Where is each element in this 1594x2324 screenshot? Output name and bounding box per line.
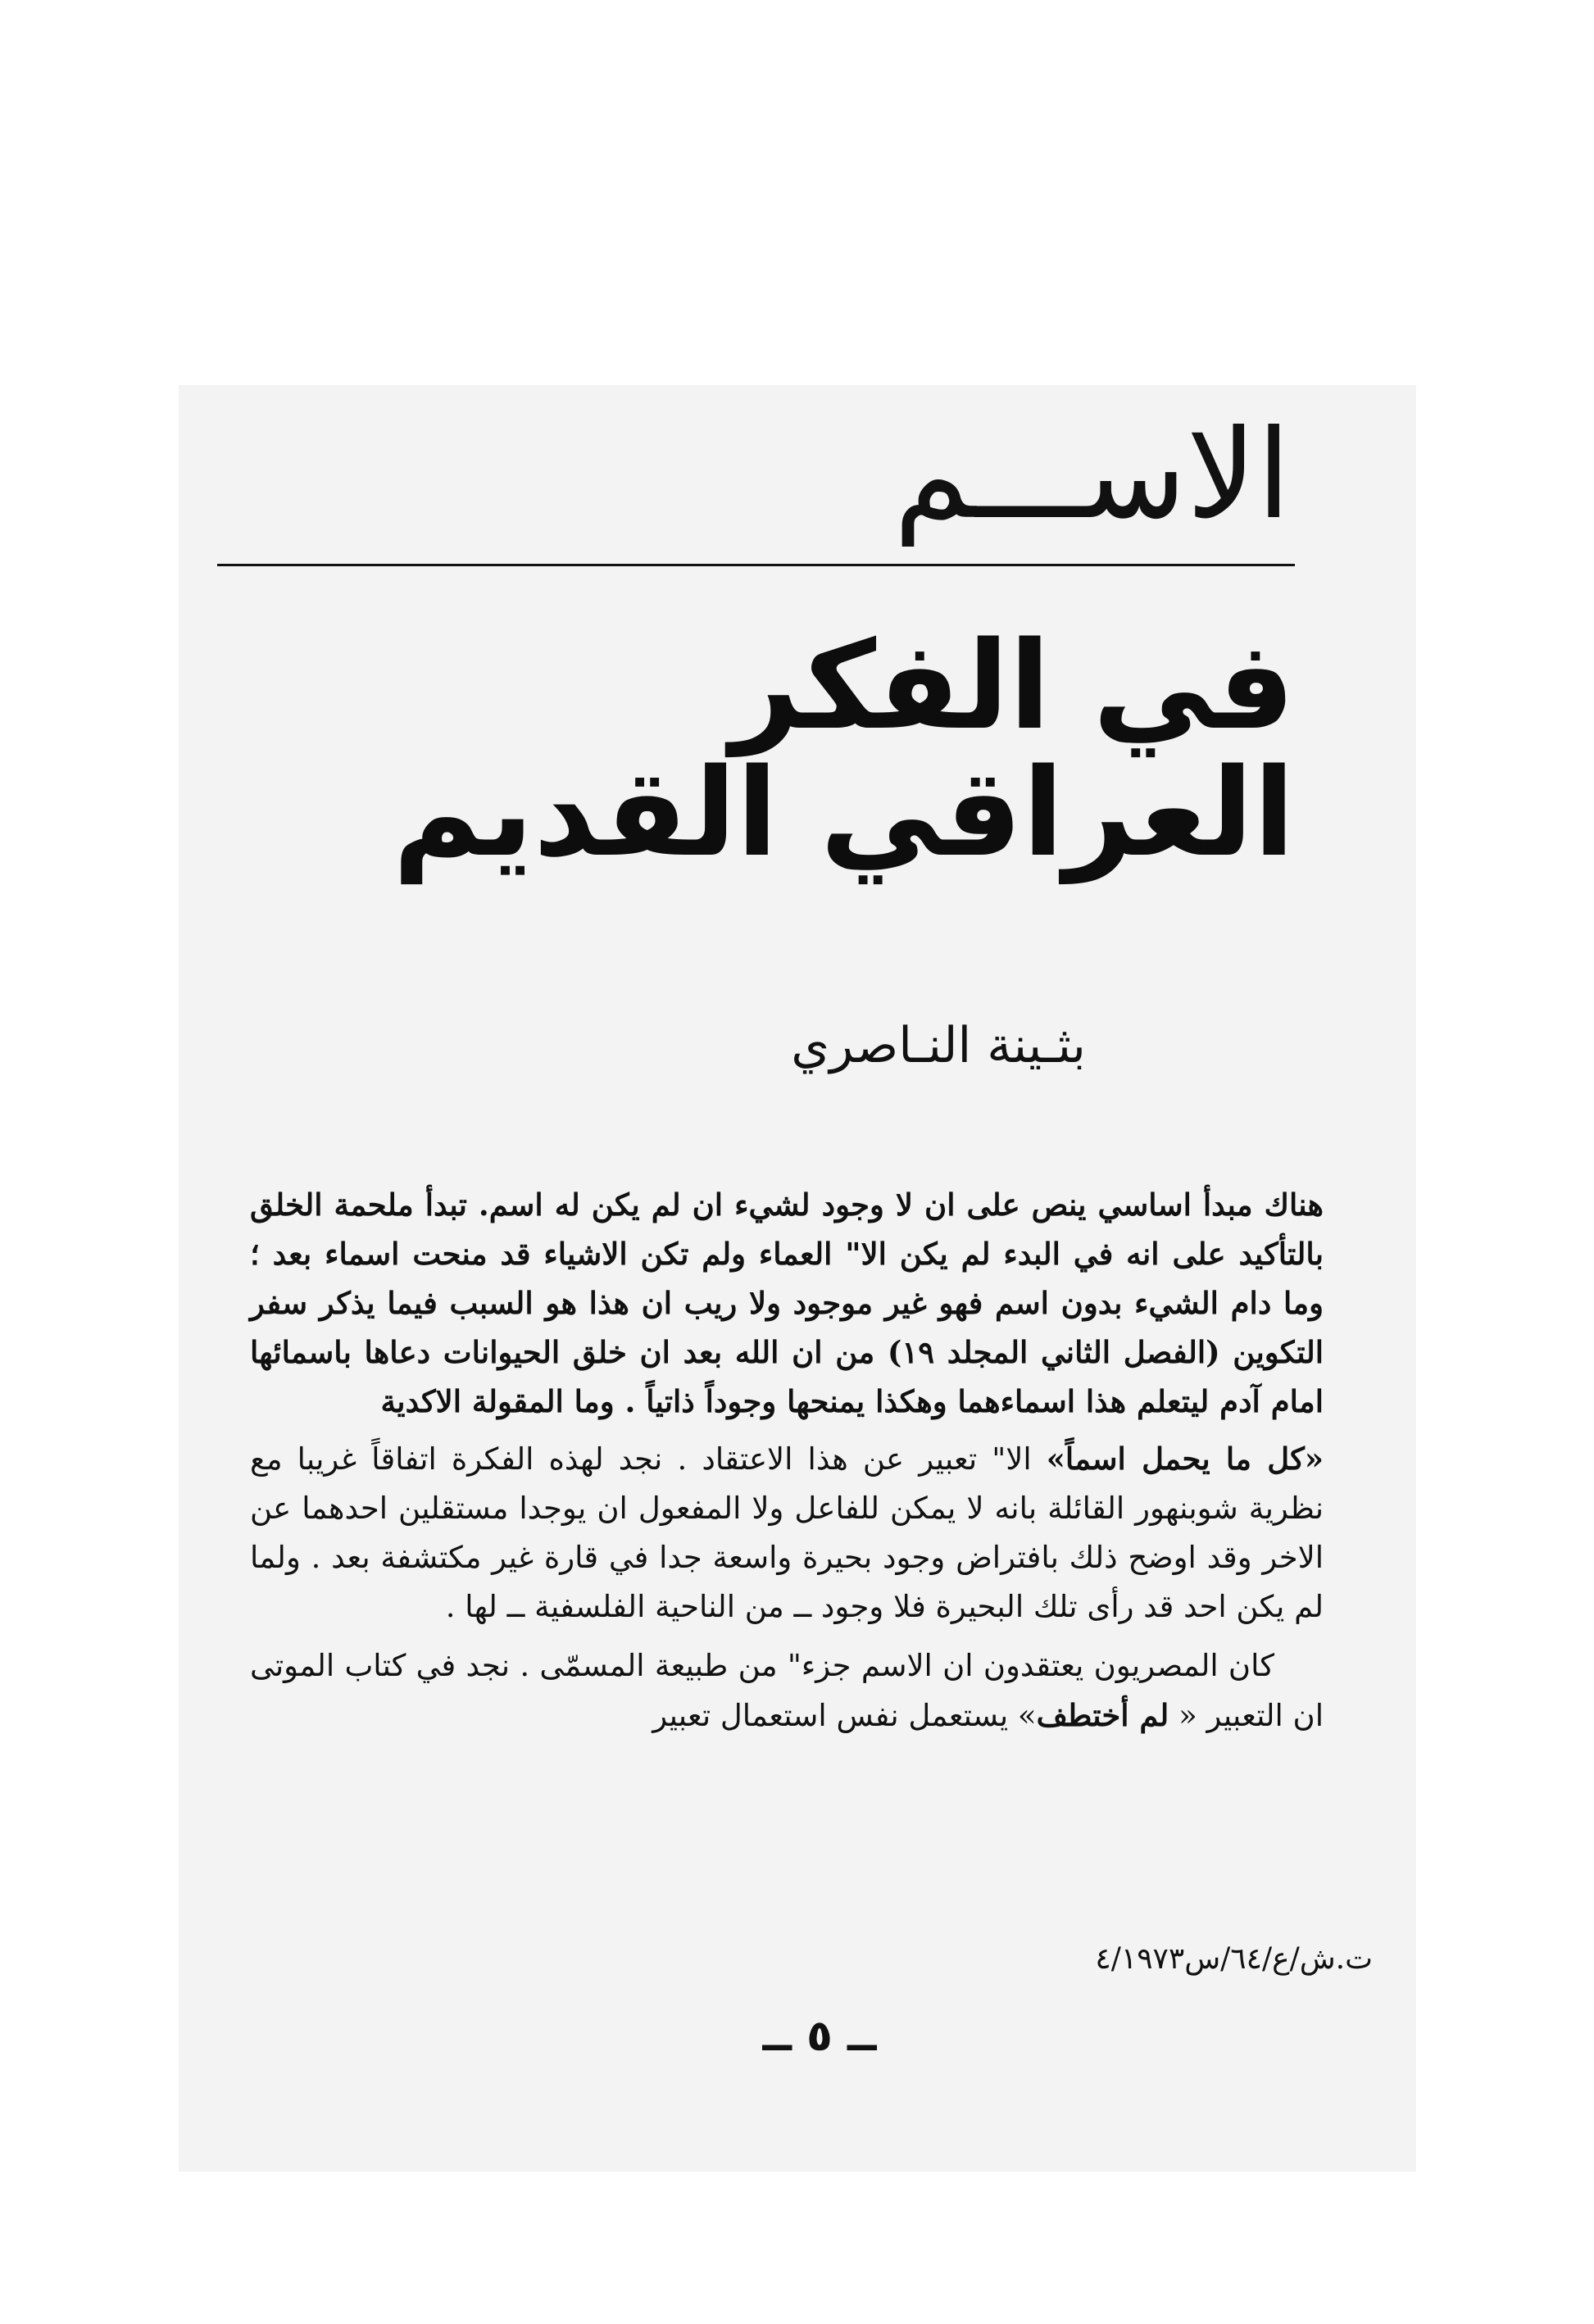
emphasized-phrase: لم أختطف	[1036, 1697, 1169, 1733]
paragraph-1: هناك مبدأ اساسي ينص على ان لا وجود لشيء ان لم يكن له اسم. تبدأ ملحمة الخلق بالتأكيد على انه في البدء لم يكن الا" العماء ولم تكن الاشياء قد منحت اسماء بعد ؛ وما دام الشيء بدون اسم فهو غير موجود ولا ريب ان هذا هو السبب فيما يذكر سفر التكوين (الفصل الثاني المجلد ١٩) من ان الله بعد ان خلق الحيوانات دعاها باسمائها امام آدم ليتعلم هذا اسماءهما وهكذا يمنحها وجوداً ذاتياً . وما المقولة الاكدية	[250, 1187, 1324, 1419]
paragraph-2-text: الا" تعبير عن هذا الاعتقاد . نجد لهذه الفكرة اتفاقاً غريبا مع نظرية شوبنهور القائلة بانه لا يمكن للفاعل ولا المفعول ان يوجدا مستقلين احدهما عن الاخر وقد اوضح ذلك بافتراض وجود بحيرة واسعة جدا في قارة غير مكتشفة بعد . ولما لم يكن احد قد رأى تلك البحيرة فلا وجود ــ من الناحية الفلسفية ــ لها .	[250, 1441, 1324, 1624]
page-number: ــ ٥ ــ	[762, 2012, 877, 2061]
footer-reference-code: ت.ش/ع/٦٤/س٤/١٩٧٣	[1095, 1942, 1373, 1976]
heading-rule	[217, 564, 1295, 566]
author-name: بثـينة النـاصري	[791, 1017, 1086, 1074]
paragraph-2	[250, 1434, 1324, 1632]
paragraph-3	[250, 1641, 1324, 1741]
article-title: في الفكر العراقي القديم	[393, 615, 1295, 884]
article-body	[250, 1180, 1324, 1749]
paragraph-3-start: كان المصريون يعتقدون ان الاسم جزء" من طبيعة المسمّى . نجد في كتاب الموتى ان التعبير «	[250, 1648, 1324, 1733]
quoted-phrase: «كل ما يحمل اسماً»	[1046, 1441, 1324, 1477]
heading-word: الاســـم	[893, 404, 1291, 547]
paragraph-3-end: » يستعمل نفس استعمال تعبير	[652, 1698, 1037, 1733]
